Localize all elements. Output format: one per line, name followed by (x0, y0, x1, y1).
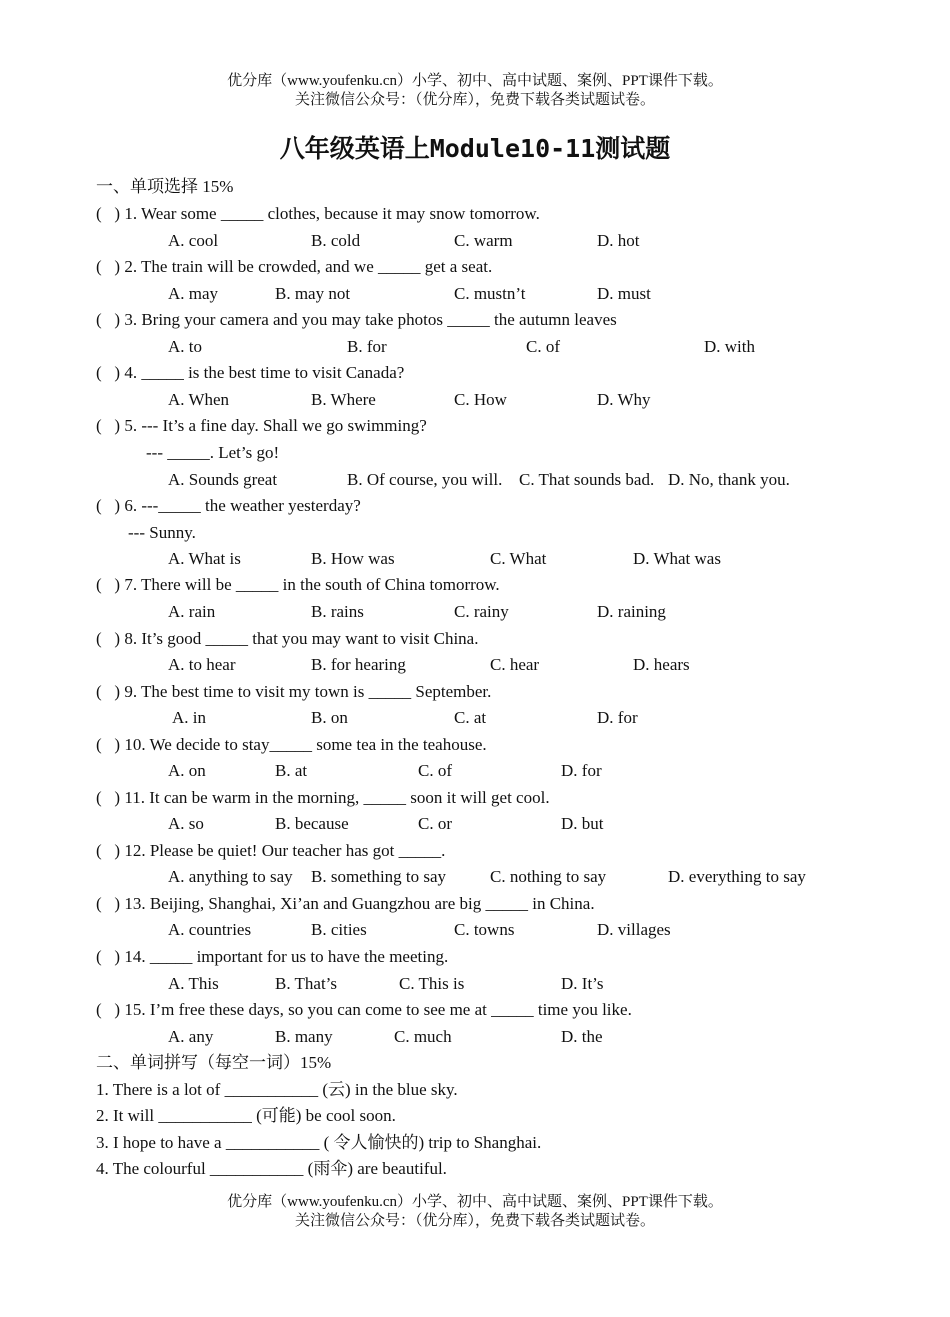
q11-option-c: C. or (418, 814, 452, 833)
q12-option-d: D. everything to say (668, 867, 806, 886)
q4-option-c: C. How (454, 390, 507, 409)
q3-option-a: A. to (168, 337, 202, 356)
q13-option-c: C. towns (454, 920, 515, 939)
question-1-stem: ( ) 1. Wear some _____ clothes, because it may snow tomorrow. (96, 204, 540, 223)
q8-option-a: A. to hear (168, 655, 236, 674)
q1-option-b: B. cold (311, 231, 361, 250)
header-line-2: 关注微信公众号：（优分库），免费下载各类试题试卷。 (294, 92, 655, 108)
question-6-stem: ( ) 6. ---_____ the weather yesterday? (96, 496, 361, 515)
question-8-stem: ( ) 8. It’s good _____ that you may want to visit China. (96, 629, 479, 648)
q8-option-d: D. hears (633, 655, 690, 674)
q7-option-c: C. rainy (454, 602, 509, 621)
question-7-stem: ( ) 7. There will be _____ in the south of China tomorrow. (96, 575, 500, 594)
q2-option-c: C. mustn’t (454, 284, 526, 303)
q8-option-c: C. hear (490, 655, 540, 674)
q9-option-b: B. on (311, 708, 348, 727)
q13-option-a: A. countries (168, 920, 252, 939)
question-10-stem: ( ) 10. We decide to stay_____ some tea in the teahouse. (96, 735, 487, 754)
question-11-stem: ( ) 11. It can be warm in the morning, _____ soon it will get cool. (96, 788, 550, 807)
question-9-stem: ( ) 9. The best time to visit my town is _____ September. (96, 682, 492, 701)
question-13-stem: ( ) 13. Beijing, Shanghai, Xi’an and Guangzhou are big _____ in China. (96, 894, 595, 913)
q2-option-b: B. may not (275, 284, 351, 303)
section-1-heading: 一、单项选择 15% (96, 177, 234, 196)
question-5-stem: ( ) 5. --- It’s a fine day. Shall we go swimming? (96, 416, 427, 435)
q15-option-c: C. much (394, 1027, 452, 1046)
q12-option-c: C. nothing to say (490, 867, 607, 886)
q14-option-c: C. This is (399, 974, 465, 993)
q11-option-b: B. because (275, 814, 349, 833)
q10-option-b: B. at (275, 761, 308, 780)
q6-option-d: D. What was (633, 549, 721, 568)
q5-option-d: D. No, thank you. (668, 470, 790, 489)
q14-option-a: A. This (168, 974, 219, 993)
q15-option-a: A. any (168, 1027, 214, 1046)
q10-option-a: A. on (168, 761, 206, 780)
q5-option-a: A. Sounds great (168, 470, 278, 489)
q14-option-d: D. It’s (561, 974, 604, 993)
q7-option-b: B. rains (311, 602, 364, 621)
q10-option-c: C. of (418, 761, 452, 780)
q7-option-d: D. raining (597, 602, 666, 621)
q12-option-a: A. anything to say (168, 867, 293, 886)
question-4-stem: ( ) 4. _____ is the best time to visit Canada? (96, 363, 405, 382)
question-15-stem: ( ) 15. I’m free these days, so you can come to see me at _____ time you like. (96, 1000, 632, 1019)
section-2-heading: 二、单词拼写（每空一词）15% (96, 1053, 332, 1072)
q4-option-d: D. Why (597, 390, 651, 409)
question-12-stem: ( ) 12. Please be quiet! Our teacher has got _____. (96, 841, 446, 860)
q3-option-d: D. with (704, 337, 755, 356)
question-3-stem: ( ) 3. Bring your camera and you may take photos _____ the autumn leaves (96, 310, 617, 329)
q1-option-c: C. warm (454, 231, 513, 250)
q4-option-a: A. When (168, 390, 230, 409)
q4-option-b: B. Where (311, 390, 376, 409)
spelling-item-3: 3. I hope to have a ___________ ( 令人愉快的) trip to Shanghai. (96, 1133, 542, 1152)
q5-option-b: B. Of course, you will. (347, 470, 503, 489)
q8-option-b: B. for hearing (311, 655, 406, 674)
q6-option-a: A. What is (168, 549, 241, 568)
q9-option-a: A. in (172, 708, 206, 727)
header-line-1: 优分库（www.youfenku.cn）小学、初中、高中试题、案例、PPT课件下载。 (227, 73, 723, 89)
question-5-reply: --- _____. Let’s go! (146, 443, 280, 462)
spelling-item-4: 4. The colourful ___________ (雨伞) are beautiful. (96, 1159, 447, 1178)
q15-option-b: B. many (275, 1027, 333, 1046)
question-14-stem: ( ) 14. _____ important for us to have the meeting. (96, 947, 449, 966)
q11-option-a: A. so (168, 814, 204, 833)
q2-option-d: D. must (597, 284, 651, 303)
q13-option-b: B. cities (311, 920, 367, 939)
q15-option-d: D. the (561, 1027, 603, 1046)
q6-option-b: B. How was (311, 549, 395, 568)
q5-option-c: C. That sounds bad. (519, 470, 655, 489)
q3-option-c: C. of (526, 337, 560, 356)
q13-option-d: D. villages (597, 920, 671, 939)
page-title: 八年级英语上Module10-11测试题 (279, 134, 671, 163)
q1-option-d: D. hot (597, 231, 640, 250)
q7-option-a: A. rain (168, 602, 216, 621)
q14-option-b: B. That’s (275, 974, 338, 993)
q9-option-c: C. at (454, 708, 487, 727)
q9-option-d: D. for (597, 708, 638, 727)
spelling-item-1: 1. There is a lot of ___________ (云) in the blue sky. (96, 1080, 458, 1099)
spelling-item-2: 2. It will ___________ (可能) be cool soon. (96, 1106, 396, 1125)
q10-option-d: D. for (561, 761, 602, 780)
footer-line-2: 关注微信公众号：（优分库），免费下载各类试题试卷。 (294, 1213, 655, 1229)
q12-option-b: B. something to say (311, 867, 447, 886)
question-2-stem: ( ) 2. The train will be crowded, and we _____ get a seat. (96, 257, 493, 276)
q11-option-d: D. but (561, 814, 604, 833)
q1-option-a: A. cool (168, 231, 219, 250)
question-6-reply: --- Sunny. (128, 523, 196, 542)
footer-line-1: 优分库（www.youfenku.cn）小学、初中、高中试题、案例、PPT课件下载。 (227, 1194, 723, 1210)
q3-option-b: B. for (347, 337, 387, 356)
q2-option-a: A. may (168, 284, 219, 303)
q6-option-c: C. What (490, 549, 547, 568)
